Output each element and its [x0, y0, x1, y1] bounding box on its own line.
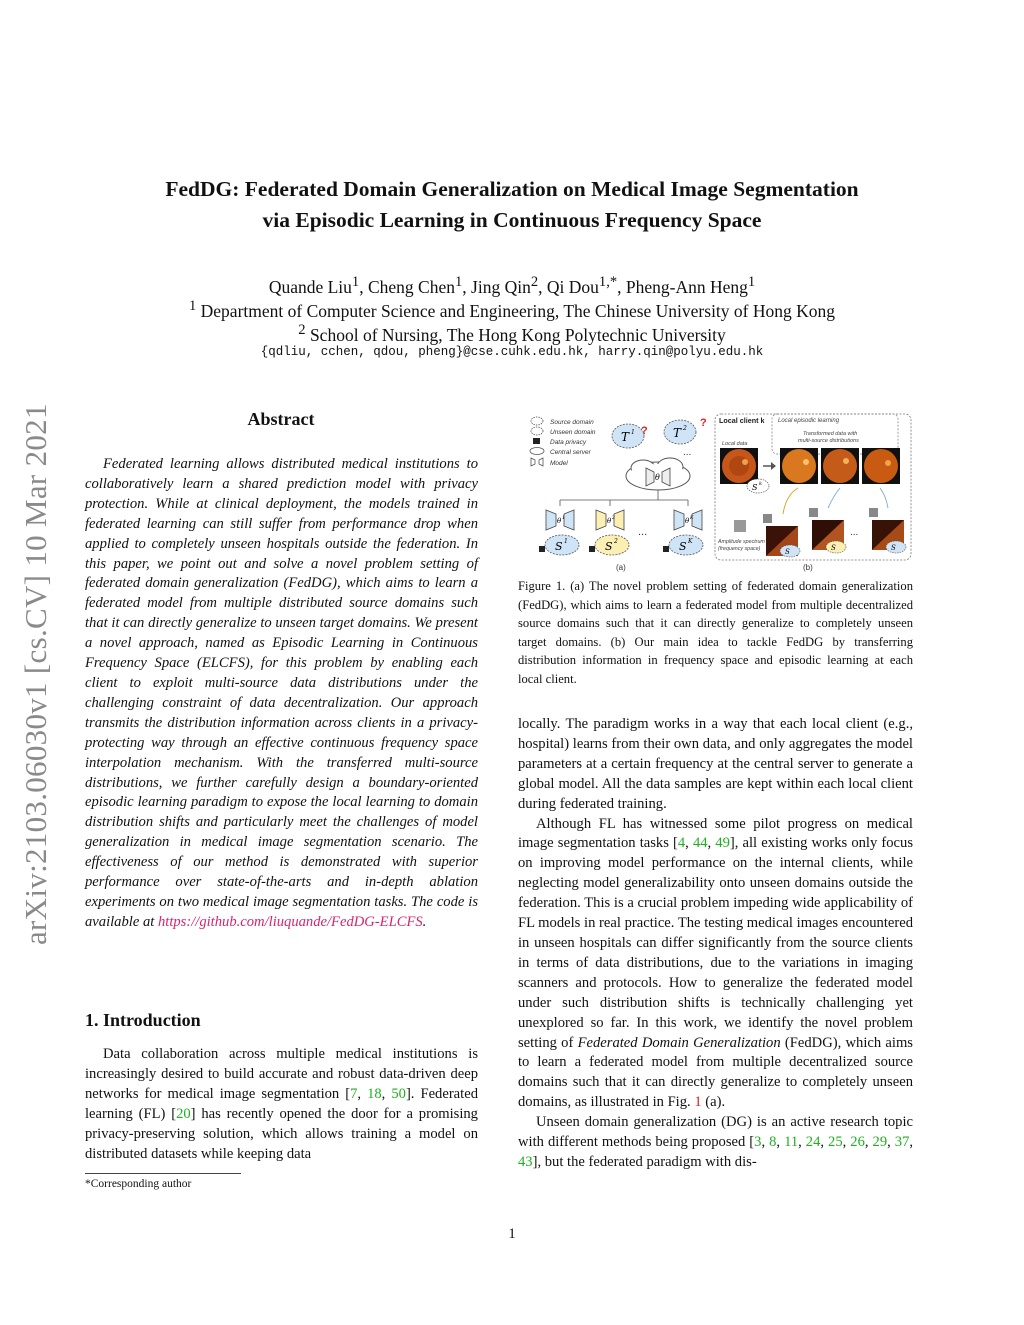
intro-text: Data collaboration across multiple medical institutions is increasingly desired to build accurate and robust data-driven deep networks for medical image segmentation [	[85, 1046, 478, 1102]
paragraph: locally. The paradigm works in a way that each local client (e.g., hospital) learns from their own data, and only aggregates the model parameters at a certain frequency at the central server to generate a global model. All the data samples are kept within each local client during federated training.	[518, 716, 913, 812]
paragraph: Unseen domain generalization (DG) is an active research topic with different methods being proposed [3, 8, 11, 24, 25, 26, 29, 37, 43], but the federated paradigm with dis-	[518, 1114, 914, 1170]
client-k	[663, 510, 703, 555]
author-sup: 1	[351, 274, 360, 290]
abstract-heading: Abstract	[247, 409, 315, 429]
affiliation-2	[60, 318, 964, 347]
citation-link[interactable]: 18	[367, 1085, 382, 1102]
central-server	[560, 458, 690, 506]
author-sup: 2	[530, 274, 539, 290]
author: Cheng Chen	[367, 276, 455, 297]
transformed-label: multi-source distributions	[798, 438, 859, 444]
author-sup: 1	[454, 274, 463, 290]
ellipsis: ...	[638, 526, 648, 538]
sk-label: S	[752, 483, 758, 492]
client-2	[589, 510, 629, 555]
para-text: ], all existing works only focus on improving model performance on the internal clients, while neglecting model generalizability onto unseen domains outside the federation. This is a crucial problem impeding wide applicability of FL models in real practice. The testing medical images encountered in unseen hospitals can differ significantly from the source clients in terms of data distributions, due to the variations in imaging scanners and protocols. How to generalize the federated model under such distribution shifts is technically challenging yet unexplored so far. In this work, we identify the novel problem setting of	[518, 835, 914, 1051]
paragraph: Although FL has witnessed some pilot progress on medical image segmentation tasks [4, 44, 49], all existing works only focus on improving model performance on the internal clients, while neglecting model generalizability onto unseen domains outside the federation. This is a crucial problem impeding wide applicability of FL models in real practice. The testing medical images encountered in unseen hospitals can differ significantly from the source clients in terms of data distributions, due to the variations in imaging scanners and protocols. How to generalize the federated model under such distribution shifts is technically challenging yet unexplored so far. In this work, we identify the novel problem setting of Federated Domain Generalization (FedDG), which aims to learn a federated model from multiple decentralized source domains such that it can directly generalize to completely unseen domains, as illustrated in Fig. 1 (a).	[518, 815, 914, 1111]
author-sup: 1,*	[598, 274, 618, 290]
abstract-text: Federated learning allows distributed medical institutions to collaboratively learn a shared prediction model with privacy protection. While at clinical deployment, the models trained in federated learning can still suffer from performance drop when applied to completely unseen hospitals outside the federation. In this paper, we point out and solve a novel problem setting of federated domain generalization (FedDG), which aims to learn a federated model from multiple distributed source domains such that it can directly generalize to unseen target domains. We present a novel approach, named as Episodic Learning in Continuous Frequency Space (ELCFS), for this problem by enabling each client to exploit multi-source data distributions under the challenging constraint of data decentralization. Our approach transmits the distribution information across clients in a privacy-protecting way through an effective continuous frequency space interpolation mechanism. With the transferred multi-source distributions, we further carefully design a boundary-oriented episodic learning paradigm to expose the local learning to domain distribution shifts and particularly meet the challenges of model generalization in medical image segmentation scenario. The effectiveness of our method is demonstrated with superior performance over state-of-the-arts and in-depth ablation experiments on two medical image segmentation tasks. The code is available at	[85, 456, 478, 930]
citation-link[interactable]: 37	[894, 1134, 910, 1151]
transformed-label: Transformed data with	[803, 431, 858, 437]
code-link[interactable]: https://github.com/liuquande/FedDG-ELCFS	[157, 913, 423, 930]
client-1	[539, 510, 579, 555]
citation-link[interactable]: 4	[677, 835, 686, 852]
citation-link[interactable]: 20	[176, 1105, 191, 1122]
client-domain: S	[785, 548, 790, 556]
client-param: θ	[557, 517, 562, 525]
client-domain-sup: 1	[564, 538, 568, 545]
panel-b	[715, 414, 911, 572]
legend-label: Model	[550, 460, 568, 467]
legend-label: Central server	[550, 449, 591, 456]
para-emphasis: Federated Domain Generalization	[577, 1034, 781, 1051]
source-domain-icon	[531, 417, 543, 425]
paper-title	[60, 174, 964, 236]
citation-link[interactable]: 3	[754, 1134, 762, 1151]
server-param: θ	[655, 473, 660, 482]
author-sup: 1	[747, 274, 756, 290]
target-sup: 2	[683, 425, 687, 432]
abstract-body	[85, 455, 478, 933]
footnote: *Corresponding author	[85, 1178, 192, 1190]
citation-link[interactable]: 44	[692, 835, 708, 852]
question-mark: ?	[700, 417, 707, 429]
client-param-sup: 1	[562, 516, 565, 521]
intro-text: ] has recently opened the door for a promising privacy-preserving solution, which allows training a model on distributed datasets while keeping data	[85, 1105, 478, 1162]
citation-link[interactable]: 25	[828, 1134, 843, 1151]
model-icon	[531, 458, 543, 466]
figure-1	[518, 410, 914, 574]
ellipsis: ...	[683, 447, 692, 458]
figure-link[interactable]: 1	[694, 1094, 702, 1111]
unseen-targets	[612, 417, 707, 458]
client-param: θ	[607, 517, 612, 525]
amplitude-label: (frequency space)	[718, 546, 761, 552]
citation-link[interactable]: 43	[518, 1153, 533, 1170]
client-domain: S	[891, 544, 896, 552]
client-domain-sup: 2	[614, 538, 618, 545]
citation-link[interactable]: 24	[805, 1134, 821, 1151]
aff-text: School of Nursing, The Hong Kong Polytechnic University	[309, 324, 726, 345]
client-domain: S	[831, 544, 836, 552]
para-text: Although FL has witnessed some pilot progress on medical image segmentation tasks [	[518, 815, 913, 852]
citation-link[interactable]: 7	[350, 1085, 358, 1102]
client-domain: S	[555, 540, 563, 553]
client-param-sup: K	[690, 516, 694, 521]
author: Pheng-Ann Heng	[625, 276, 748, 297]
lock-icon	[533, 438, 540, 444]
para-text: (a).	[701, 1094, 726, 1111]
abstract-end: .	[422, 913, 427, 930]
aff-sup: 1	[188, 298, 197, 314]
legend-label: Source domain	[550, 419, 594, 426]
aff-sup: 2	[298, 322, 306, 338]
client-param-sup: 2	[612, 516, 615, 521]
citation-link[interactable]: 11	[784, 1134, 799, 1151]
intro-paragraph: Data collaboration across multiple medical institutions is increasingly desired to build accurate and robust data-driven deep networks for medical image segmentation [7, 18, 50]. Federated learning (FL) [20] has recently opened the door for a promising privacy-preserving solution, which allows training a model on distributed datasets while keeping data	[85, 1046, 478, 1162]
author-list: Quande Liu$^1$, Cheng Chen$^1$, Jing Qin$^2$, Qi Dou$^{1,*}$, Pheng-Ann Heng$^1$	[268, 274, 756, 297]
para-text: Unseen domain generalization (DG) is an active research topic with different methods being proposed [	[518, 1114, 913, 1151]
legend-label: Unseen domain	[550, 429, 596, 436]
aff-text: Department of Computer Science and Engineering, The Chinese University of Hong Kong	[200, 300, 836, 321]
intro-text: ]. Federated learning (FL) [	[85, 1085, 478, 1122]
client-domain: S	[605, 540, 613, 553]
author: Qi Dou	[546, 276, 599, 297]
figure-caption: Figure 1. (a) The novel problem setting of federated domain generalization (FedDG), which aims to learn a federated model from multiple decentralized source domains such that it can directly generalize to completely unseen target domains. (b) Our main idea to tackle FedDG by transferring distribution information in frequency space and episodic learning at each local client.	[518, 579, 913, 686]
sk-sup: k	[759, 481, 763, 487]
question-mark: ?	[641, 425, 648, 437]
para-text: ], but the federated paradigm with dis-	[532, 1153, 757, 1170]
client-param: θ	[685, 517, 690, 525]
target-label: T	[621, 430, 630, 444]
local-client-label: Local client k	[719, 416, 765, 425]
title-line-1: FedDG: Federated Domain Generalization on Medical Image Segmentation	[165, 177, 859, 201]
target-sup: 1	[631, 429, 635, 436]
ellipsis: ...	[850, 527, 859, 538]
client-domain-sup: K	[688, 538, 693, 545]
panel-a-label: (a)	[616, 563, 626, 572]
citation-link[interactable]: 29	[872, 1134, 888, 1151]
cloud-icon	[530, 448, 544, 455]
title-line-2: via Episodic Learning in Continuous Frequency Space	[262, 208, 762, 232]
citation-link[interactable]: 26	[850, 1134, 865, 1151]
figure-legend	[530, 417, 596, 467]
local-data-label: Local data	[722, 441, 748, 447]
footnote-rule	[85, 1173, 241, 1174]
citation-link[interactable]: 49	[715, 835, 730, 852]
citation-link[interactable]: 8	[769, 1134, 777, 1151]
panel-b-label: (b)	[803, 563, 813, 572]
legend-label: Data privacy	[550, 439, 587, 446]
author: Jing Qin	[471, 276, 531, 297]
para-text: (FedDG), which aims to learn a federated model from multiple decentralized source domains such that it can directly generalize to completely unseen domains, as illustrated in Fig.	[518, 1034, 913, 1111]
author-emails: {qdliu, cchen, qdou, pheng}@cse.cuhk.edu.hk, harry.qin@polyu.edu.hk	[260, 345, 764, 359]
page-number: 1	[508, 1226, 516, 1242]
author: Quande Liu	[268, 276, 352, 297]
unseen-domain-icon	[531, 427, 543, 435]
amplitude-label: Amplitude spectrum	[718, 539, 765, 545]
local-episodic-label: Local episodic learning	[778, 418, 840, 424]
client-domain: S	[679, 540, 687, 553]
citation-link[interactable]: 50	[391, 1085, 406, 1102]
right-column	[518, 715, 913, 1173]
arxiv-side-label: arXiv:2103.06030v1 [cs.CV] 10 Mar 2021	[18, 403, 53, 945]
section-heading-introduction: 1. Introduction	[85, 1010, 201, 1030]
target-label: T	[673, 426, 682, 440]
